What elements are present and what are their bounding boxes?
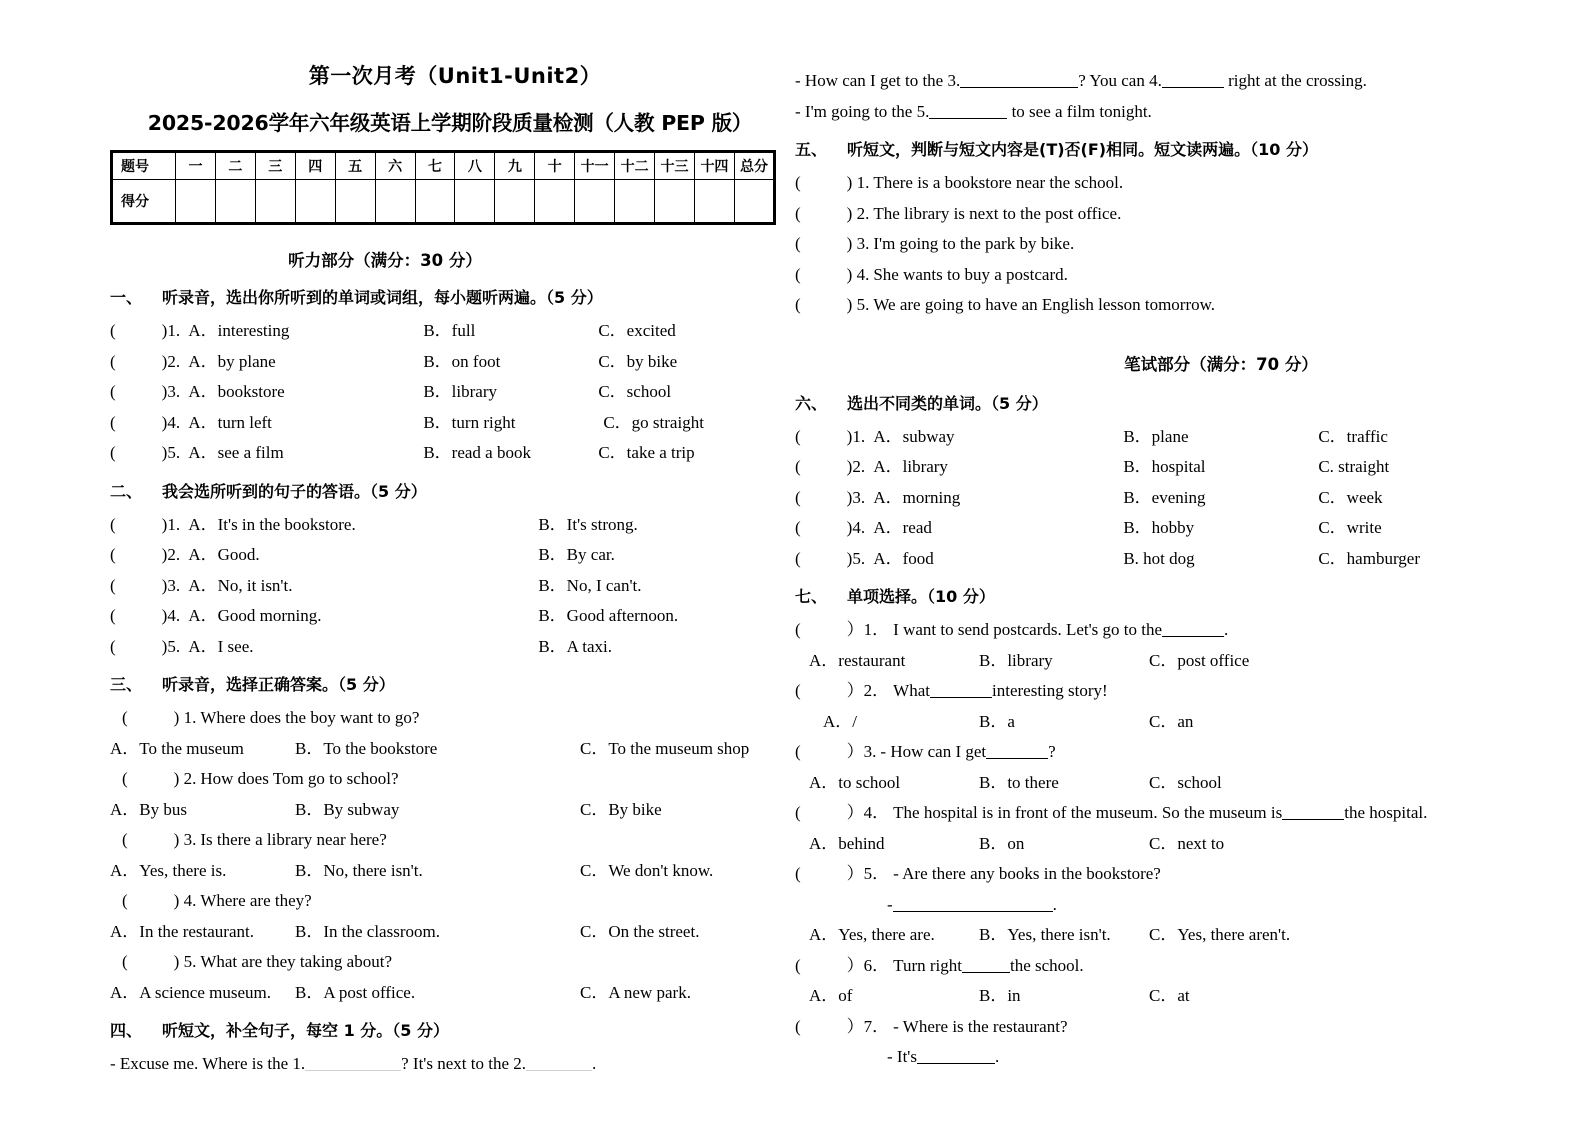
answer-bracket[interactable]: ( ) [110, 514, 168, 534]
fill-blank-line [110, 1049, 790, 1080]
option-b[interactable]: B．No, I can't. [538, 575, 642, 595]
blank-4[interactable] [1162, 87, 1224, 88]
section-7-title: 单项选择。（10 分） [847, 587, 995, 606]
score-table-row-label-number: 题号 [112, 152, 176, 180]
question-stem-tail: interesting story! [992, 681, 1108, 700]
option-b[interactable]: B．Yes, there isn't. [979, 925, 1111, 944]
answer-bracket[interactable]: ( ) [110, 545, 168, 564]
option-b[interactable]: B．library [423, 382, 497, 401]
choices-row [795, 920, 1497, 951]
answer-bracket[interactable]: ( [795, 620, 801, 639]
option-c[interactable]: C．an [1149, 711, 1194, 731]
option-a[interactable]: A．Good morning. [188, 606, 322, 625]
table-row-marks [112, 180, 775, 224]
answer-bracket[interactable]: ( [795, 955, 801, 975]
section-2-number: 二、 [110, 481, 143, 501]
option-b[interactable]: B．in [979, 986, 1021, 1005]
score-col-total: 总分 [734, 152, 774, 180]
score-cell-12[interactable] [615, 180, 655, 224]
answer-blank-line [795, 890, 1497, 921]
option-b[interactable]: B．plane [1123, 426, 1189, 446]
section-7-number: 七、 [795, 587, 828, 606]
question-stem-row [110, 703, 790, 734]
answer-bracket[interactable]: ( ) [795, 426, 853, 446]
option-c[interactable]: C．post office [1149, 650, 1250, 670]
fill-text-a: - I'm going to the 5. [795, 101, 930, 121]
score-col-9: 九 [495, 152, 535, 180]
section-3-number: 三、 [110, 675, 143, 694]
question-stem: - Where is the restaurant? [893, 1016, 1068, 1036]
question-number: 5. [183, 952, 197, 971]
option-b[interactable]: B．hobby [1123, 518, 1195, 537]
option-a[interactable]: A．of [809, 986, 853, 1005]
question-stem: - Are there any books in the bookstore? [893, 864, 1161, 883]
option-a[interactable]: A．Good. [188, 545, 260, 564]
fill-text-b: ? You can 4. [1078, 71, 1162, 90]
question-row [795, 452, 1497, 483]
answer-bracket[interactable]: ( ) [110, 443, 168, 462]
page-subtitle: 2025-2026学年六年级英语上学期阶段质量检测（人教 PEP 版） [147, 111, 753, 135]
score-table-row-label-marks: 得分 [112, 180, 176, 224]
option-a[interactable]: A．see a film [188, 443, 284, 462]
question-stem: How does Tom go to school? [200, 769, 399, 788]
score-col-13: 十三 [655, 152, 695, 180]
section-4-number: 四、 [110, 1021, 143, 1040]
question-stem-row [110, 764, 790, 795]
option-b[interactable]: B．A post office. [295, 982, 416, 1002]
blank[interactable] [986, 758, 1048, 759]
option-b[interactable]: B. hot dog [1123, 548, 1195, 568]
section-5-number: 五、 [795, 140, 828, 159]
choices-row [795, 981, 1497, 1012]
question-row [795, 199, 1497, 230]
option-b[interactable]: B．turn right [423, 412, 516, 432]
statement-text: We are going to have an English lesson tomorrow. [873, 295, 1216, 314]
option-a[interactable]: A．By bus [110, 799, 187, 819]
blank[interactable] [1282, 819, 1344, 820]
option-c[interactable]: C．On the street. [580, 921, 700, 941]
statement-text: The library is next to the post office. [873, 203, 1122, 223]
blank-5[interactable] [929, 118, 1007, 119]
question-number: ）3. [846, 742, 877, 761]
fill-text-b: ? It's next to the 2. [401, 1054, 526, 1073]
score-col-12: 十二 [615, 152, 655, 180]
choices-row [795, 707, 1497, 738]
section-2-title: 我会选所听到的句子的答语。（5 分） [162, 481, 427, 501]
score-col-6: 六 [375, 152, 415, 180]
question-row [795, 168, 1497, 199]
answer-bracket[interactable]: ( ) [795, 518, 853, 537]
option-b[interactable]: B．to there [979, 772, 1059, 792]
question-number: 1. [856, 173, 870, 192]
answer-bracket[interactable]: ( ) [795, 295, 853, 314]
question-stem-row [795, 798, 1497, 829]
fill-text-a: - Excuse me. Where is the 1. [110, 1054, 306, 1073]
fill-blank-line [795, 66, 1497, 97]
question-row [795, 260, 1497, 291]
question-row [795, 290, 1497, 321]
question-stem-tail: the hospital. [1344, 803, 1428, 822]
question-row [110, 377, 790, 408]
question-number: 2. [183, 769, 197, 788]
question-row [110, 540, 790, 571]
score-cell-2[interactable] [215, 180, 255, 224]
period-marker: . [994, 1047, 1000, 1066]
score-col-1: 一 [176, 152, 216, 180]
option-c[interactable]: C．week [1318, 487, 1383, 507]
question-number: 4. [183, 891, 197, 910]
question-number: 1. [852, 426, 866, 446]
answer-bracket[interactable]: ( [795, 742, 801, 761]
option-a[interactable]: A．read [873, 518, 932, 537]
score-cell-4[interactable] [295, 180, 335, 224]
question-number: 3. [167, 382, 181, 401]
option-a[interactable]: A．No, it isn't. [188, 575, 293, 595]
question-stem: Where are they? [200, 891, 312, 910]
option-b[interactable]: B．library [979, 650, 1053, 670]
score-cell-14[interactable] [694, 180, 734, 224]
fill-blank-line [795, 97, 1497, 128]
question-stem-row [795, 676, 1497, 707]
question-number: 2. [856, 203, 870, 223]
statement-text: I'm going to the park by bike. [873, 234, 1075, 253]
answer-bracket[interactable]: ( ) [795, 487, 853, 507]
question-row [110, 632, 790, 663]
fill-text-a: - How can I get to the 3. [795, 71, 961, 90]
option-b[interactable]: B．read a book [423, 443, 531, 462]
question-number: 4. [167, 606, 181, 625]
fill-text-c: right at the crossing. [1228, 71, 1367, 90]
dash-marker: - [887, 894, 893, 914]
score-col-11: 十一 [575, 152, 615, 180]
section-7-heading [795, 584, 1497, 607]
question-number: 2. [852, 457, 866, 476]
section-4-heading [110, 1018, 790, 1041]
question-stem-row [110, 947, 790, 978]
answer-bracket[interactable]: ( ) [110, 575, 168, 595]
option-b[interactable]: B．By car. [538, 545, 615, 564]
section-6-number: 六、 [795, 393, 828, 413]
question-stem: Turn right [893, 955, 962, 975]
option-c[interactable]: C．go straight [603, 412, 704, 432]
question-row [110, 316, 790, 347]
answer-bracket[interactable]: ( ) [795, 203, 853, 223]
score-col-2: 二 [215, 152, 255, 180]
question-row [110, 601, 790, 632]
option-c[interactable]: C．traffic [1318, 426, 1388, 446]
question-number: ）5． [846, 864, 890, 883]
option-a[interactable]: A．interesting [188, 321, 290, 340]
table-row-header [112, 152, 775, 180]
fill-text-b: to see a film tonight. [1011, 101, 1152, 121]
answer-bracket[interactable]: ( ) [110, 606, 168, 625]
blank[interactable] [917, 1063, 995, 1064]
listening-part-banner: 听力部分（满分：30 分） [288, 251, 482, 270]
option-c[interactable]: C．To the museum shop [580, 738, 750, 758]
option-a[interactable]: A．I see. [188, 636, 254, 656]
question-number: 1. [167, 321, 181, 340]
section-1-title: 听录音，选出你所听到的单词或词组，每小题听两遍。（5 分） [162, 288, 603, 307]
answer-bracket[interactable]: ( ) [110, 351, 168, 371]
question-stem-row [110, 825, 790, 856]
option-b[interactable]: B．By subway [295, 799, 400, 819]
question-stem: Where does the boy want to go? [200, 708, 420, 727]
question-row [795, 229, 1497, 260]
question-number: 2. [167, 545, 181, 564]
answer-bracket[interactable]: ( ) [795, 234, 853, 253]
option-a[interactable]: A．library [873, 457, 948, 476]
period-marker: . [1052, 894, 1057, 914]
fill-text-c: . [592, 1054, 597, 1073]
section-3-title: 听录音，选择正确答案。（5 分） [162, 675, 395, 694]
option-a[interactable]: A．food [873, 548, 934, 568]
section-5-title: 听短文，判断与短文内容是(T)否(F)相同。短文读两遍。（10 分） [847, 140, 1318, 159]
option-a[interactable]: A．Yes, there are. [809, 925, 935, 944]
question-number: ）2． [846, 681, 890, 700]
section-5-heading [795, 137, 1497, 160]
score-col-8: 八 [455, 152, 495, 180]
answer-bracket[interactable]: ( [795, 803, 801, 822]
score-table [110, 150, 776, 225]
option-b[interactable]: B．No, there isn't. [295, 860, 423, 880]
blank-2[interactable] [526, 1070, 592, 1071]
option-a[interactable]: A．to school [809, 772, 901, 792]
question-row [795, 513, 1497, 544]
option-c[interactable]: C．hamburger [1318, 548, 1421, 568]
section-4-title: 听短文，补全句子，每空 1 分。（5 分） [162, 1021, 449, 1040]
option-b[interactable]: B．full [423, 321, 476, 340]
answer-bracket[interactable]: ( ) [122, 708, 180, 727]
answer-bracket[interactable]: ( [795, 681, 801, 700]
question-stem: Is there a library near here? [200, 830, 387, 849]
question-row [110, 510, 790, 541]
written-part-banner: 笔试部分（满分：70 分） [1124, 354, 1318, 374]
question-number: ）6． [846, 955, 890, 975]
answer-prefix: - It's [887, 1047, 917, 1066]
option-c[interactable]: C．at [1149, 986, 1190, 1005]
option-b[interactable]: B．on [979, 833, 1025, 853]
question-stem-tail: the school. [1009, 955, 1084, 975]
choices-row [795, 829, 1497, 860]
option-b[interactable]: B．on foot [423, 351, 501, 371]
right-column [790, 0, 1587, 1122]
option-a[interactable]: A．behind [809, 833, 885, 853]
question-row [110, 438, 790, 469]
question-number: ）7． [846, 1016, 890, 1036]
question-stem-row [110, 886, 790, 917]
question-number: 5. [852, 548, 866, 568]
section-3-heading [110, 672, 790, 695]
question-number: 3. [183, 830, 197, 849]
question-number: 5. [856, 295, 870, 314]
choices-row [795, 646, 1497, 677]
question-stem-row [795, 859, 1497, 890]
question-number: 5. [167, 443, 181, 462]
statement-text: She wants to buy a postcard. [873, 264, 1068, 284]
blank[interactable] [930, 697, 992, 698]
question-number: 3. [167, 575, 181, 595]
question-stem: The hospital is in front of the museum. So the museum is [893, 803, 1283, 822]
answer-bracket[interactable]: ( ) [110, 636, 168, 656]
option-c[interactable]: C．by bike [598, 351, 678, 371]
score-col-3: 三 [255, 152, 295, 180]
blank-1[interactable] [305, 1070, 401, 1071]
choices-row [110, 978, 790, 1009]
question-number: 3. [856, 234, 870, 253]
score-cell-11[interactable] [575, 180, 615, 224]
answer-bracket[interactable]: ( ) [110, 412, 168, 432]
blank-3[interactable] [960, 87, 1078, 88]
option-c[interactable]: C．next to [1149, 833, 1225, 853]
section-6-heading [795, 391, 1497, 414]
option-a[interactable]: A．/ [823, 711, 857, 731]
choices-row [795, 768, 1497, 799]
answer-bracket[interactable]: ( ) [122, 952, 180, 971]
option-c[interactable]: C．We don't know. [580, 860, 714, 880]
option-b[interactable]: B．In the classroom. [295, 921, 440, 941]
option-b[interactable]: B．a [979, 711, 1015, 731]
question-number: 4. [167, 412, 181, 432]
question-number: 3. [852, 487, 866, 507]
question-row [110, 408, 790, 439]
option-c[interactable]: C．write [1318, 518, 1382, 537]
option-a[interactable]: A．subway [873, 426, 955, 446]
section-2-heading [110, 479, 790, 502]
left-column [0, 0, 790, 1122]
score-cell-13[interactable] [655, 180, 695, 224]
option-c[interactable]: C．school [1149, 772, 1222, 792]
option-c[interactable]: C. straight [1318, 457, 1390, 476]
question-row [795, 544, 1497, 575]
option-a[interactable]: A．In the restaurant. [110, 921, 254, 941]
choices-row [110, 856, 790, 887]
section-1-heading [110, 285, 790, 308]
question-number: 4. [852, 518, 866, 537]
question-stem-row [795, 737, 1497, 768]
answer-bracket[interactable]: ( [795, 864, 801, 883]
blank[interactable] [1162, 636, 1224, 637]
answer-blank-line [795, 1042, 1497, 1073]
option-c[interactable]: C．excited [598, 321, 676, 340]
question-number: 4. [856, 264, 870, 284]
question-stem: What are they taking about? [200, 952, 392, 971]
answer-bracket[interactable]: ( ) [795, 548, 853, 568]
option-c[interactable]: C．school [598, 382, 672, 401]
option-b[interactable]: B．To the bookstore [295, 738, 438, 758]
question-number: ）1． [846, 620, 890, 639]
question-number: 1. [183, 708, 197, 727]
choices-row [110, 917, 790, 948]
answer-bracket[interactable]: ( ) [795, 173, 853, 192]
answer-bracket[interactable]: ( ) [795, 264, 853, 284]
option-a[interactable]: A．To the museum [110, 738, 244, 758]
option-b[interactable]: B．It's strong. [538, 514, 638, 534]
score-cell-7[interactable] [415, 180, 455, 224]
score-cell-1[interactable] [176, 180, 216, 224]
score-cell-9[interactable] [495, 180, 535, 224]
score-col-4: 四 [295, 152, 335, 180]
question-stem: - How can I get [880, 742, 987, 761]
question-number: 2. [167, 351, 181, 371]
score-col-14: 十四 [694, 152, 734, 180]
option-a[interactable]: A．restaurant [809, 650, 906, 670]
blank[interactable] [893, 911, 1053, 912]
option-b[interactable]: B．Good afternoon. [538, 606, 679, 625]
score-cell-10[interactable] [535, 180, 575, 224]
question-stem-row [795, 1012, 1497, 1043]
question-stem-row [795, 951, 1497, 982]
option-b[interactable]: B．evening [1123, 487, 1206, 507]
score-cell-8[interactable] [455, 180, 495, 224]
question-stem: What [893, 681, 930, 700]
question-row [795, 422, 1497, 453]
question-row [110, 571, 790, 602]
option-c[interactable]: C．By bike [580, 799, 662, 819]
option-c[interactable]: C．A new park. [580, 982, 691, 1002]
option-c[interactable]: C．Yes, there aren't. [1149, 925, 1291, 944]
score-cell-total[interactable] [734, 180, 774, 224]
statement-text: There is a bookstore near the school. [873, 173, 1124, 192]
option-a[interactable]: A．A science museum. [110, 982, 271, 1002]
question-number: 1. [167, 514, 181, 534]
score-col-5: 五 [335, 152, 375, 180]
section-6-title: 选出不同类的单词。（5 分） [847, 393, 1048, 413]
question-number: 5. [167, 636, 181, 656]
answer-bracket[interactable]: ( [795, 1016, 801, 1036]
option-b[interactable]: B．A taxi. [538, 636, 613, 656]
score-cell-5[interactable] [335, 180, 375, 224]
option-c[interactable]: C．take a trip [598, 443, 695, 462]
section-1-number: 一、 [110, 288, 143, 307]
option-a[interactable]: A．turn left [188, 412, 272, 432]
score-col-10: 十 [535, 152, 575, 180]
question-row [110, 347, 790, 378]
score-cell-6[interactable] [375, 180, 415, 224]
answer-bracket[interactable]: ( ) [122, 830, 180, 849]
blank[interactable] [962, 972, 1010, 973]
answer-bracket[interactable]: ( ) [122, 891, 180, 910]
score-col-7: 七 [415, 152, 455, 180]
answer-bracket[interactable]: ( ) [122, 769, 180, 788]
option-a[interactable]: A．bookstore [188, 382, 285, 401]
question-stem-tail: ? [1048, 742, 1056, 761]
question-stem-tail: . [1224, 620, 1229, 639]
question-stem-row [795, 615, 1497, 646]
option-a[interactable]: A．It's in the bookstore. [188, 514, 356, 534]
question-row [795, 483, 1497, 514]
page-title: 第一次月考（Unit1-Unit2） [308, 64, 602, 88]
option-b[interactable]: B．hospital [1123, 457, 1206, 476]
answer-bracket[interactable]: ( ) [110, 382, 168, 401]
question-stem: I want to send postcards. Let's go to the [893, 620, 1163, 639]
question-number: ）4． [846, 803, 890, 822]
choices-row [110, 795, 790, 826]
option-a[interactable]: A．morning [873, 487, 961, 507]
answer-bracket[interactable]: ( ) [110, 321, 168, 340]
score-cell-3[interactable] [255, 180, 295, 224]
option-a[interactable]: A．Yes, there is. [110, 860, 227, 880]
option-a[interactable]: A．by plane [188, 351, 276, 371]
answer-bracket[interactable]: ( ) [795, 457, 853, 476]
choices-row [110, 734, 790, 765]
